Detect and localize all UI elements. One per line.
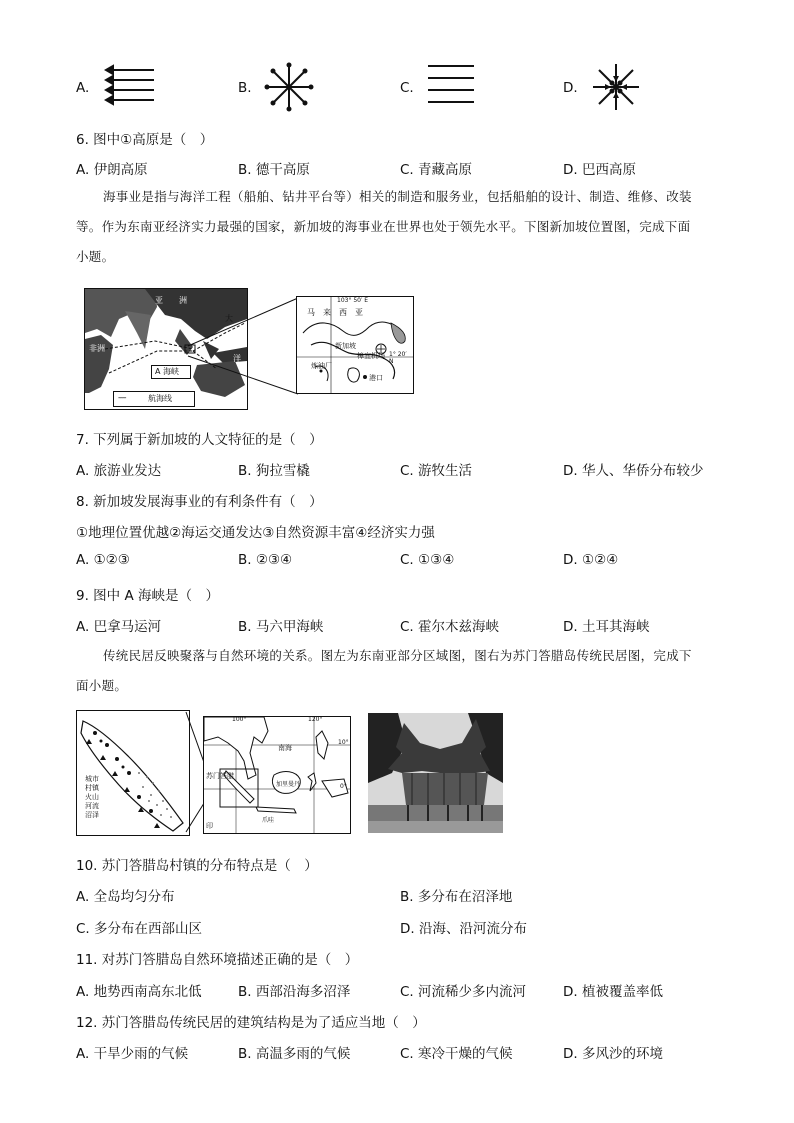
q8-option-d[interactable]: D. ①②④: [563, 552, 619, 568]
parallel-lines-icon: [426, 62, 478, 108]
label-strait-a: A 海峡: [155, 367, 180, 376]
label-lat-10: 10°: [338, 739, 349, 746]
q10-option-c[interactable]: C. 多分布在西部山区: [76, 921, 203, 937]
label-asia: 亚 洲: [155, 296, 187, 305]
legend-city: 城市: [85, 775, 99, 783]
q7-option-c[interactable]: C. 游牧生活: [400, 463, 473, 479]
legend-river: 河流: [85, 802, 99, 810]
q11-option-b[interactable]: B. 西部沿海多沼泽: [238, 984, 351, 1000]
q10-option-a[interactable]: A. 全岛均匀分布: [76, 889, 175, 905]
strait-label-box: [151, 365, 191, 379]
q9-option-b[interactable]: B. 马六甲海峡: [238, 619, 324, 635]
label-malaysia: 马 来 西 亚: [307, 308, 363, 317]
legend-route-label: 航海线: [148, 394, 172, 403]
sumatra-map: [76, 710, 190, 836]
passage-maritime: 海事业是指与海洋工程（船舶、钻井平台等）相关的制造和服务业，包括船舶的设计、制造、维修、改装等。作为东南亚经济实力最强的国家，新加坡的海事业在世界也处于领先水平。下图新加坡位置图，完成下面小题。: [76, 189, 692, 264]
label-latitude: 1° 20′ N: [389, 351, 407, 365]
q8-option-a[interactable]: A. ①②③: [76, 552, 130, 568]
passage-dwelling: 传统民居反映聚落与自然环境的关系。图左为东南亚部分区域图，图右为苏门答腊岛传统民居图，完成下面小题。: [76, 648, 692, 693]
label-java: 爪哇: [262, 817, 275, 824]
label-refinery: 炼油厂: [311, 362, 332, 370]
label-sumatra: 苏门答腊: [206, 772, 234, 780]
legend-village: 村镇: [85, 784, 99, 792]
q12-option-a[interactable]: A. 干旱少雨的气候: [76, 1046, 189, 1062]
label-indonesia: 印: [206, 822, 213, 830]
q7-stem: 7. 下列属于新加坡的人文特征的是（ ）: [76, 432, 323, 448]
label-lon-100: 100°: [232, 716, 247, 723]
q11-option-d[interactable]: D. 植被覆盖率低: [563, 984, 663, 1000]
parallel-arrows-left-icon: [104, 64, 156, 108]
q11-option-c[interactable]: C. 河流稀少多内流河: [400, 984, 527, 1000]
q10-option-d[interactable]: D. 沿海、沿河流分布: [400, 921, 527, 937]
label-singapore: 新加坡: [335, 342, 356, 350]
singapore-detail-map: [296, 296, 414, 394]
zoom-connector-lines: [186, 294, 302, 398]
label-port: 港口: [369, 374, 383, 382]
q7-option-d[interactable]: D. 华人、华侨分布较少: [563, 463, 704, 479]
q10-stem: 10. 苏门答腊岛村镇的分布特点是（ ）: [76, 858, 318, 874]
label-south-sea: 南海: [278, 744, 292, 752]
legend-swamp: 沼泽: [85, 811, 99, 819]
q6-option-c[interactable]: C. 青藏高原: [400, 162, 473, 178]
q12-option-b[interactable]: B. 高温多雨的气候: [238, 1046, 351, 1062]
q7-option-b[interactable]: B. 狗拉雪橇: [238, 463, 310, 479]
radiating-arrows-in-icon: [590, 61, 642, 113]
southeast-asia-map: [203, 716, 351, 834]
q12-option-d[interactable]: D. 多风沙的环境: [563, 1046, 663, 1062]
option-letter: B.: [238, 80, 252, 96]
q7-option-a[interactable]: A. 旅游业发达: [76, 463, 162, 479]
q8-stem: 8. 新加坡发展海事业的有利条件有（ ）: [76, 494, 323, 510]
q9-option-d[interactable]: D. 土耳其海峡: [563, 619, 650, 635]
q10-option-b[interactable]: B. 多分布在沼泽地: [400, 889, 513, 905]
q8-option-c[interactable]: C. ①③④: [400, 552, 455, 568]
label-lat-0: 0°: [340, 783, 347, 790]
q8-conditions: ①地理位置优越②海运交通发达③自然资源丰富④经济实力强: [76, 525, 435, 541]
label-africa: 非洲: [89, 344, 105, 353]
q8-option-b[interactable]: B. ②③④: [238, 552, 293, 568]
legend-volcano: 火山: [85, 793, 99, 801]
house-photo-drawing: [368, 713, 503, 833]
option-letter: A.: [76, 80, 90, 96]
label-oceania: 大: [225, 314, 233, 323]
q9-option-c[interactable]: C. 霍尔木兹海峡: [400, 619, 500, 635]
label-airport: 樟宜机场: [357, 352, 385, 360]
q6-stem: 6. 图中①高原是（ ）: [76, 132, 214, 148]
radiating-arrows-out-icon: [264, 62, 314, 112]
q11-option-a[interactable]: A. 地势西南高东北低: [76, 984, 202, 1000]
traditional-house-photo: [368, 713, 503, 833]
option-letter: D.: [563, 80, 578, 96]
label-longitude: 103° 50′ E: [337, 297, 369, 304]
map2-legend: [85, 775, 125, 820]
label-lon-120: 120°: [308, 716, 323, 723]
q11-stem: 11. 对苏门答腊岛自然环境描述正确的是（ ）: [76, 952, 359, 968]
q12-stem: 12. 苏门答腊岛传统民居的建筑结构是为了适应当地（ ）: [76, 1015, 426, 1031]
label-borneo: 加里曼丹: [276, 781, 301, 788]
q6-option-d[interactable]: D. 巴西高原: [563, 162, 636, 178]
legend-box: [113, 391, 195, 407]
option-letter: C.: [400, 80, 414, 96]
q9-option-a[interactable]: A. 巴拿马运河: [76, 619, 162, 635]
q9-stem: 9. 图中 A 海峡是（ ）: [76, 588, 219, 604]
q12-option-c[interactable]: C. 寒冷干燥的气候: [400, 1046, 513, 1062]
legend-dash-icon: ----: [118, 393, 126, 402]
q6-option-a[interactable]: A. 伊朗高原: [76, 162, 148, 178]
label-ocean: 洋: [233, 354, 241, 363]
q6-option-b[interactable]: B. 德干高原: [238, 162, 310, 178]
